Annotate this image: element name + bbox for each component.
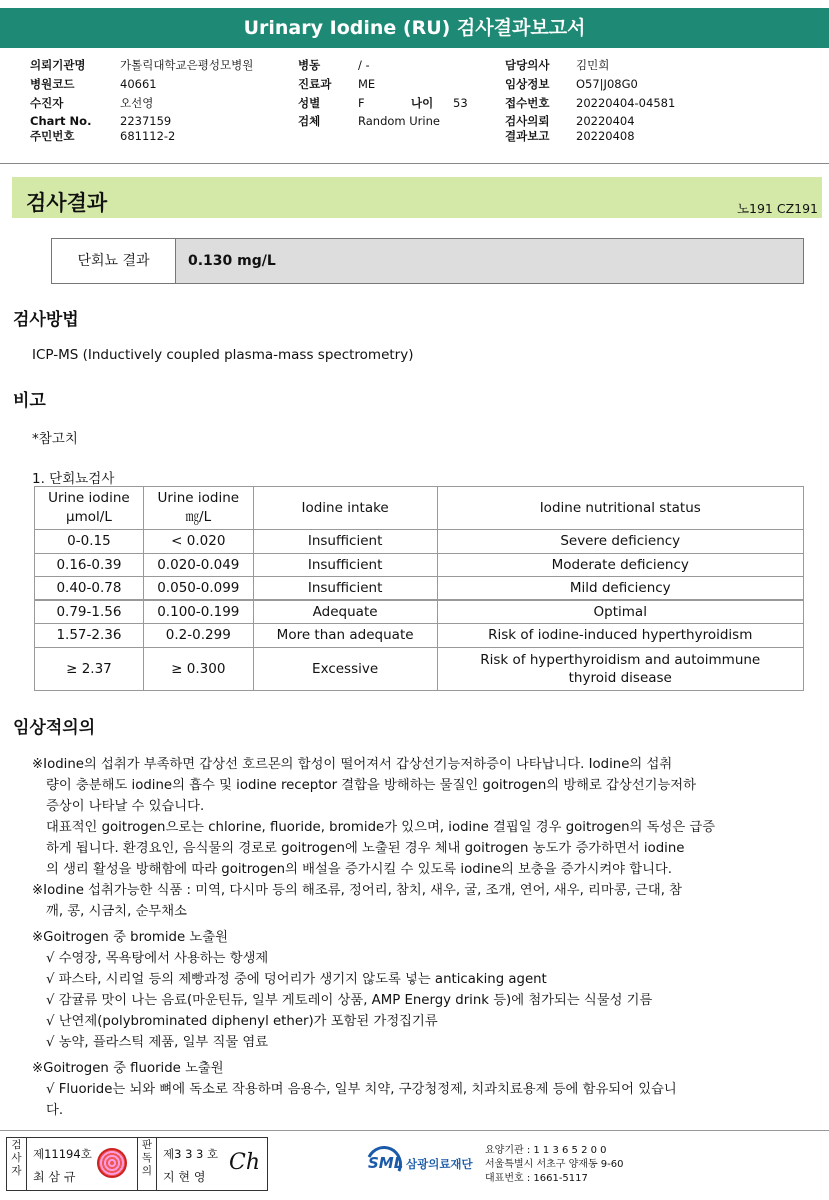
- table-cell: Severe deficiency: [437, 530, 804, 554]
- info-value: O57|J08G0: [576, 76, 638, 91]
- info-label: 수진자: [30, 95, 64, 110]
- table-row: [35, 553, 804, 577]
- header-cell: [143, 487, 253, 530]
- header-cell: [35, 487, 144, 530]
- reader-name: 지 현 영: [163, 1170, 206, 1184]
- table-cell: Moderate deficiency: [437, 553, 804, 577]
- table-cell: 0.2-0.299: [143, 624, 253, 648]
- header-unit: ㎎/L: [185, 509, 212, 525]
- sml-logo: [366, 1142, 481, 1184]
- table-cell: [437, 647, 804, 690]
- list-item: √ 난연제(polybrominated diphenyl ether)가 포함된 가정집기류: [46, 1014, 438, 1029]
- table-cell: Insufficient: [253, 577, 437, 601]
- reference-note: *참고치: [32, 431, 78, 447]
- table-cell: Mild deficiency: [437, 577, 804, 601]
- info-label: 검체: [298, 114, 321, 129]
- org-line: 요양기관 : 1 1 3 6 5 2 0 0: [485, 1145, 607, 1156]
- table-row: [35, 530, 804, 554]
- info-value: 20220404-04581: [576, 95, 676, 110]
- age-value: 53: [453, 95, 468, 110]
- method-heading: 검사방법: [13, 310, 79, 330]
- signature-mark: Ch: [229, 1150, 261, 1175]
- info-label: 임상정보: [505, 76, 550, 91]
- info-label: 검사의뢰: [505, 114, 550, 129]
- info-value: 가톨릭대학교은평성모병원: [120, 58, 254, 72]
- info-value: 20220408: [576, 129, 635, 144]
- result-label: 단회뇨 결과: [52, 239, 176, 283]
- table-row: [35, 647, 804, 690]
- info-value: ME: [358, 76, 376, 91]
- org-line: 서울특별시 서초구 양재동 9-60: [485, 1159, 624, 1170]
- table-cell: 0.79-1.56: [35, 600, 144, 624]
- table-cell: 0.020-0.049: [143, 553, 253, 577]
- org-line: 대표번호 : 1661-5117: [485, 1173, 588, 1184]
- info-value: 40661: [120, 76, 157, 91]
- seal-stamp: [97, 1148, 127, 1178]
- table-cell: Risk of iodine-induced hyperthyroidism: [437, 624, 804, 648]
- table-cell: 0-0.15: [35, 530, 144, 554]
- table-cell: 0.40-0.78: [35, 577, 144, 601]
- info-label: 결과보고: [505, 129, 550, 144]
- info-label: Chart No.: [30, 114, 92, 129]
- paragraph-line: 증상이 나타날 수 있습니다.: [46, 799, 205, 814]
- list-item: √ Fluoride는 뇌와 뼈에 독소로 작용하며 음용수, 일부 치약, 구강청정제, 치과치료용제 등에 함유되어 있습니: [46, 1082, 677, 1097]
- info-value: 681112-2: [120, 129, 176, 144]
- info-label: 담당의사: [505, 58, 550, 72]
- clinical-heading: 임상적의의: [13, 718, 96, 738]
- info-label: 병동: [298, 58, 321, 72]
- table-cell: Insufficient: [253, 553, 437, 577]
- test-code: 노191 CZ191: [736, 201, 818, 216]
- table-cell: Excessive: [253, 647, 437, 690]
- info-label: 병원코드: [30, 76, 75, 91]
- table-cell: ≥ 2.37: [35, 647, 144, 690]
- table-cell: < 0.020: [143, 530, 253, 554]
- table-cell: 1.57-2.36: [35, 624, 144, 648]
- paragraph-line: 대표적인 goitrogen으로는 chlorine, fluoride, bromide가 있으며, iodine 결핍일 경우 goitrogen의 독성은 급증: [46, 820, 716, 835]
- paragraph-line: 의 생리 활성을 방해함에 따라 goitrogen의 배설을 증가시킬 수 있도록 iodine의 보충을 증가시켜야 합니다.: [46, 862, 672, 877]
- reader-label: 판독의: [137, 1138, 157, 1190]
- info-value: / -: [358, 58, 370, 72]
- header-text: Urine iodine: [48, 490, 130, 506]
- cell-line: thyroid disease: [568, 669, 672, 686]
- remarks-heading: 비고: [13, 391, 46, 411]
- report-title: Urinary Iodine (RU) 검사결과보고서: [0, 8, 829, 48]
- list-item: √ 파스타, 시리얼 등의 제빵과정 중에 덩어리가 생기지 않도록 넣는 anticaking agent: [46, 972, 547, 987]
- examiner-label: 검사자: [7, 1138, 27, 1190]
- table-row: [35, 624, 804, 648]
- header-cell: Iodine nutritional status: [437, 487, 804, 530]
- examiner-license: 제11194호: [33, 1147, 92, 1161]
- organization-info: [485, 1144, 624, 1186]
- table-cell: Insufficient: [253, 530, 437, 554]
- info-label: 의뢰기관명: [30, 58, 86, 72]
- table-cell: 0.050-0.099: [143, 577, 253, 601]
- table-row: [35, 577, 804, 601]
- age-label: 나이: [411, 95, 434, 110]
- info-value: F: [358, 95, 365, 110]
- list-item: √ 수영장, 목욕탕에서 사용하는 항생제: [46, 951, 269, 966]
- signature-box: [6, 1137, 268, 1191]
- table-cell: ≥ 0.300: [143, 647, 253, 690]
- patient-info-col3: [505, 56, 675, 146]
- logo-mark: SML: [368, 1154, 404, 1172]
- reference-table: [34, 486, 804, 691]
- paragraph-line: ※Iodine의 섭취가 부족하면 갑상선 호르몬의 합성이 떨어져서 갑상선기능저하증이 나타납니다. Iodine의 섭취: [32, 757, 673, 772]
- list-item: √ 감귤류 맛이 나는 음료(마운틴듀, 일부 게토레이 상품, AMP Energy drink 등)에 첨가되는 식물성 기름: [46, 993, 653, 1008]
- table-row: [35, 600, 804, 624]
- paragraph-line: 하게 됩니다. 환경요인, 음식물의 경로로 goitrogen에 노출된 경우 체내 goitrogen 농도가 증가하면서 iodine: [46, 841, 685, 856]
- table-title: 1. 단회뇨검사: [32, 471, 115, 487]
- header-divider: [0, 163, 829, 164]
- table-cell: 0.100-0.199: [143, 600, 253, 624]
- header-unit: μmol/L: [66, 509, 112, 525]
- patient-info-col2: [298, 56, 468, 131]
- info-value: 오선영: [120, 95, 154, 110]
- info-value: Random Urine: [358, 114, 440, 129]
- results-heading: 검사결과: [26, 191, 108, 215]
- footer-divider: [0, 1130, 829, 1131]
- header-cell: Iodine intake: [253, 487, 437, 530]
- examiner-name: 최 삼 규: [33, 1170, 76, 1184]
- logo-name: 삼광의료재단: [406, 1157, 473, 1171]
- info-value: 2237159: [120, 114, 172, 129]
- patient-info-col1: [30, 56, 253, 146]
- info-label: 접수번호: [505, 95, 550, 110]
- info-label: 진료과: [298, 76, 332, 91]
- results-section-header: [12, 177, 822, 218]
- reader-license: 제3 3 3 호: [163, 1147, 219, 1161]
- table-cell: Optimal: [437, 600, 804, 624]
- list-item: √ 농약, 플라스틱 제품, 일부 직물 염료: [46, 1035, 269, 1050]
- list-item: 다.: [46, 1103, 64, 1118]
- cell-line: Risk of hyperthyroidism and autoimmune: [480, 651, 761, 668]
- table-cell: 0.16-0.39: [35, 553, 144, 577]
- paragraph-heading: ※Goitrogen 중 fluoride 노출원: [32, 1061, 224, 1076]
- info-label: 성별: [298, 95, 321, 110]
- info-value: 20220404: [576, 114, 635, 129]
- paragraph-line: 량이 충분해도 iodine의 흡수 및 iodine receptor 결합을 방해하는 물질인 goitrogen의 방해로 갑상선기능저하: [46, 778, 696, 793]
- header-text: Urine iodine: [157, 490, 240, 506]
- paragraph-line: 깨, 콩, 시금치, 순무채소: [46, 904, 187, 919]
- clinical-text: [32, 754, 792, 1121]
- result-value: 0.130 mg/L: [188, 253, 276, 269]
- table-cell: More than adequate: [253, 624, 437, 648]
- method-text: ICP-MS (Inductively coupled plasma-mass spectrometry): [32, 347, 414, 363]
- table-header-row: [35, 487, 804, 530]
- table-cell: Adequate: [253, 600, 437, 624]
- info-label: 주민번호: [30, 129, 75, 144]
- result-box: [51, 238, 804, 284]
- paragraph-line: ※Iodine 섭취가능한 식품 : 미역, 다시마 등의 해조류, 정어리, 참치, 새우, 굴, 조개, 연어, 새우, 리마콩, 근대, 참: [32, 883, 683, 898]
- paragraph-heading: ※Goitrogen 중 bromide 노출원: [32, 930, 228, 945]
- info-value: 김민희: [576, 58, 610, 72]
